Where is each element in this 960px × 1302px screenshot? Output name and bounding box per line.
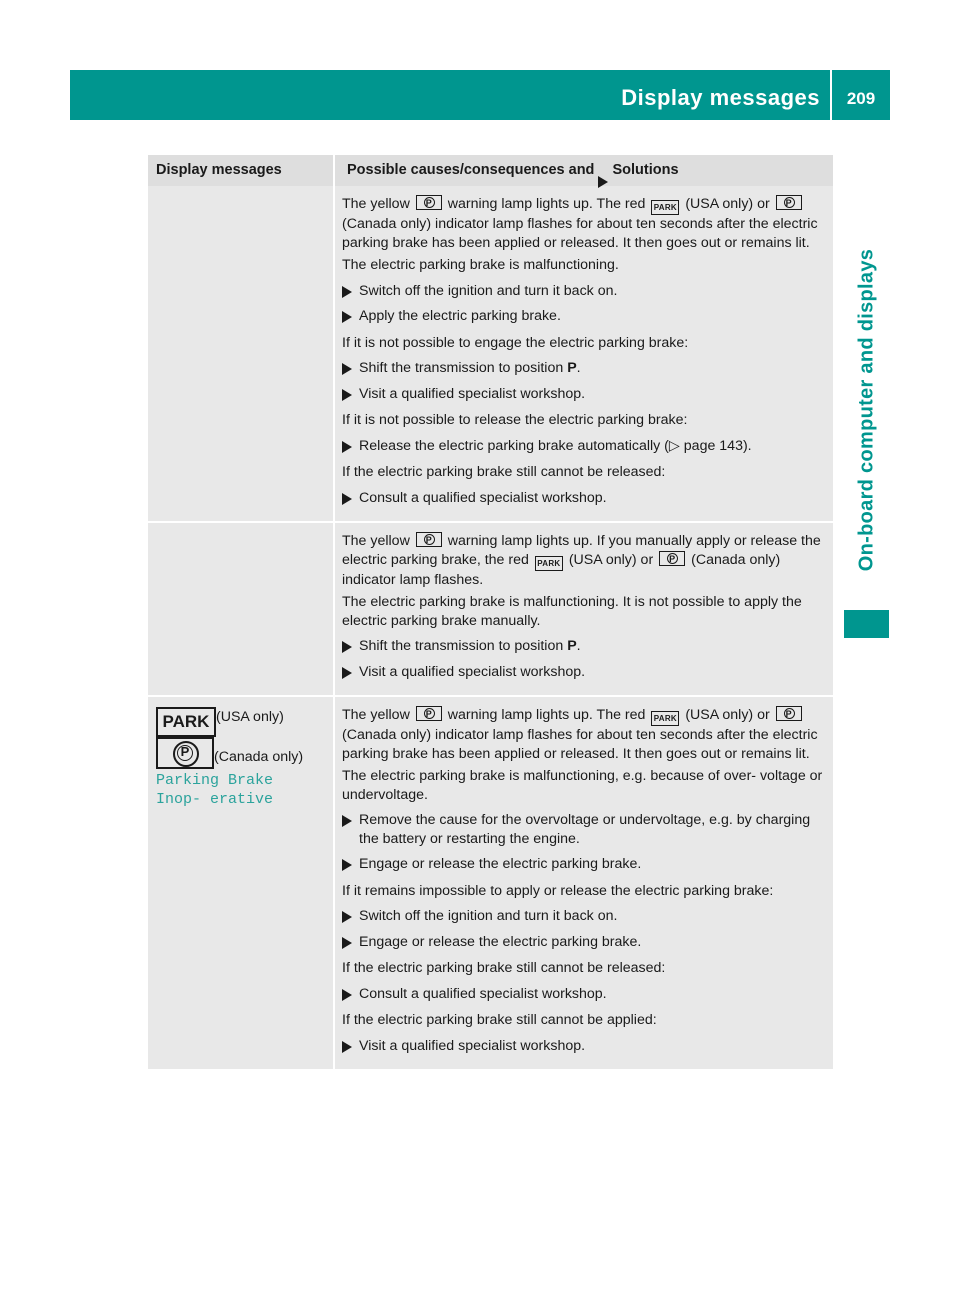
paragraph: If it is not possible to engage the electric parking brake: — [342, 334, 689, 351]
park-large-icon: PARK — [156, 707, 216, 737]
paragraph: If the electric parking brake still cannot be applied: — [342, 1012, 657, 1028]
parking-brake-icon: P — [776, 706, 802, 721]
step-arrow-icon — [342, 937, 352, 949]
message-cell — [148, 696, 334, 1069]
step-arrow-icon — [342, 911, 352, 923]
usa-only-label: (USA only) — [216, 709, 284, 725]
instruction-step: Release the electric parking brake automatically (▷ page 143). — [342, 437, 827, 456]
header-solutions-text: Solutions — [612, 162, 679, 178]
instruction-step: Shift the transmission to position P. — [342, 637, 827, 656]
parking-brake-icon: P — [776, 195, 802, 210]
instruction-step: Switch off the ignition and turn it back on. — [342, 282, 827, 301]
instruction-step: Switch off the ignition and turn it back on. — [342, 907, 827, 926]
instruction-step: Consult a qualified specialist workshop. — [342, 985, 827, 1004]
column-header-display-messages: Display messages — [148, 155, 334, 186]
instruction-step: Remove the cause for the overvoltage or undervoltage, e.g. by charging the battery or restarting the engine. — [342, 811, 827, 848]
step-arrow-icon — [342, 441, 352, 453]
step-arrow-icon — [342, 1041, 352, 1053]
chapter-marker — [844, 610, 889, 638]
step-arrow-icon — [342, 389, 352, 401]
instruction-step: Engage or release the electric parking brake. — [342, 933, 827, 952]
header-causes-text: Possible causes/consequences and — [347, 162, 595, 178]
paragraph: The electric parking brake is malfunctioning. It is not possible to apply the electric parking brake manually. — [342, 594, 802, 629]
paragraph: If it is not possible to release the electric parking brake: — [342, 412, 688, 428]
table-row — [148, 186, 833, 522]
step-arrow-icon — [342, 641, 352, 653]
display-message-symbols — [156, 707, 327, 769]
step-arrow-icon — [342, 667, 352, 679]
park-icon: PARK — [651, 200, 679, 215]
parking-brake-icon: P — [416, 706, 442, 721]
step-arrow-icon — [342, 989, 352, 1001]
parking-brake-icon: P — [416, 195, 442, 210]
parking-brake-large-icon: P — [156, 737, 214, 769]
page-number: 209 — [846, 89, 876, 108]
paragraph: If the electric parking brake still cannot be released: — [342, 464, 666, 480]
paragraph: The electric parking brake is malfunctioning, e.g. because of over- voltage or undervoltage. — [342, 768, 823, 803]
park-icon: PARK — [535, 556, 563, 571]
instruction-step: Visit a qualified specialist workshop. — [342, 385, 827, 404]
paragraph: The yellow P warning lamp lights up. If you manually apply or release the electric parking brake, the red PARK (USA only) or P (Canada only) indicator lamp flashes. — [342, 533, 821, 588]
canada-only-label: (Canada only) — [214, 749, 304, 765]
instruction-step: Visit a qualified specialist workshop. — [342, 663, 827, 682]
step-arrow-icon — [342, 363, 352, 375]
chapter-side-label — [844, 225, 889, 595]
solution-cell — [334, 522, 833, 696]
step-arrow-icon — [342, 493, 352, 505]
column-header-causes — [334, 155, 833, 186]
paragraph: The yellow P warning lamp lights up. The red PARK (USA only) or P (Canada only) indicator lamp flashes for about ten seconds after the electric parking brake has been applied or released. It then goes out or remains lit. — [342, 196, 818, 251]
paragraph: If the electric parking brake still cannot be released: — [342, 960, 666, 976]
solution-cell — [334, 186, 833, 522]
step-arrow-icon — [342, 311, 352, 323]
page-ref-icon: ▷ — [668, 437, 680, 454]
paragraph: The yellow P warning lamp lights up. The red PARK (USA only) or P (Canada only) indicator lamp flashes for about ten seconds after the electric parking brake has been applied or released. It then goes out or remains lit. — [342, 707, 818, 762]
page-reference-link[interactable]: page 143). — [679, 437, 752, 454]
parking-brake-icon: P — [659, 551, 685, 566]
park-icon: PARK — [651, 711, 679, 726]
table-row — [148, 696, 833, 1069]
display-message-text: Parking Brake Inop‑ erative — [156, 772, 274, 808]
step-arrow-icon — [342, 815, 352, 827]
instruction-step: Shift the transmission to position P. — [342, 359, 827, 378]
chapter-label-text: On-board computer and displays — [855, 248, 877, 572]
instruction-step: Consult a qualified specialist workshop. — [342, 489, 827, 508]
paragraph: If it remains impossible to apply or release the electric parking brake: — [342, 882, 774, 899]
instruction-step: Engage or release the electric parking brake. — [342, 855, 827, 874]
header-bar — [70, 70, 890, 120]
instruction-step: Visit a qualified specialist workshop. — [342, 1037, 827, 1056]
parking-brake-icon: P — [416, 532, 442, 547]
display-messages-table — [148, 155, 833, 1069]
solution-cell — [334, 696, 833, 1069]
paragraph: The electric parking brake is malfunctioning. — [342, 257, 619, 273]
step-arrow-icon — [342, 286, 352, 298]
step-arrow-icon — [342, 859, 352, 871]
instruction-step: Apply the electric parking brake. — [342, 307, 827, 326]
section-title: Display messages — [621, 85, 820, 110]
message-cell-empty — [148, 522, 334, 696]
message-cell-empty — [148, 186, 334, 522]
table-row — [148, 522, 833, 696]
